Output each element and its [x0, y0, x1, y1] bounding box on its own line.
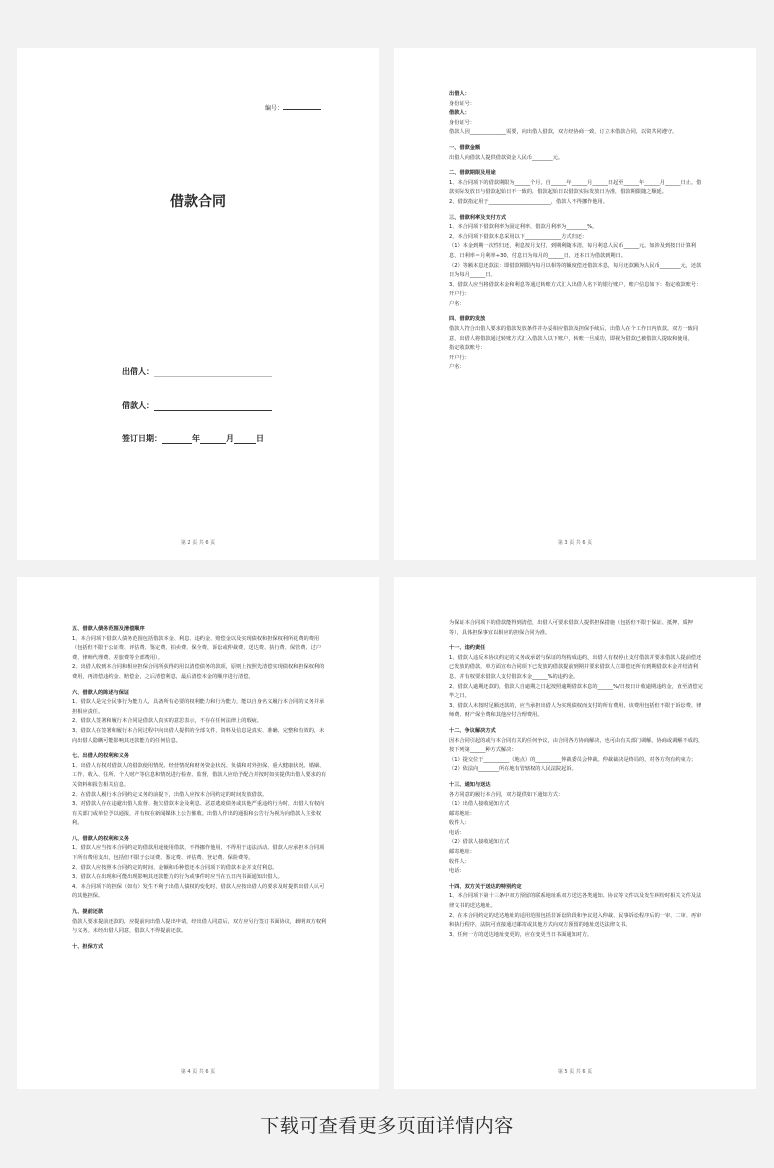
document-page-3: [17, 577, 379, 1089]
paragraph: 2、借款人签署和履行本合同是借款人真实的意思表示，不存在任何法律上的瑕疵。: [72, 718, 263, 725]
paragraph: （2）借款人接收通知方式: [449, 839, 510, 846]
section-heading: 四、借款的发放: [449, 316, 486, 323]
month-label: 月: [226, 434, 234, 443]
paragraph: 收件人：: [449, 858, 470, 865]
paragraph: 2、借款人应按照本合同约定的时间、金额和币种偿还本合同项下的借款本金并支付利息。: [72, 864, 278, 871]
page-body: [449, 90, 704, 373]
section-heading: 八、借款人的权利和义务: [72, 835, 130, 842]
day-blank: [234, 435, 256, 444]
paragraph: 3、任何一方的送达地址变更的，应在变更当日书面通知对方。: [449, 931, 593, 938]
section-heading: 九、提前还款: [72, 909, 104, 916]
contract-number-label: 编号：: [265, 105, 284, 112]
section-heading: 十四、双方关于送达的特别约定: [449, 883, 522, 890]
contract-number-blank: [283, 103, 321, 110]
lender-signature-row: [122, 366, 272, 377]
section-heading: 十、担保方式: [72, 943, 104, 950]
sign-date-label: 签订日期：: [122, 434, 162, 443]
paragraph: 开户行：: [449, 354, 470, 361]
paragraph: 邮寄地址：: [449, 849, 475, 856]
paragraph: 1、出借人有权对借款人的借款使用情况、经营情况和财务资金状况、负债和对外担保、重大健康状况、婚姻、工作、收入、住所、个人财产等信息和情况进行检查、监督，借款人应给予配合并按时如实提供出借人要求的有关资料和报告相关信息。: [72, 762, 327, 788]
paragraph: （1）本金到期一次性归还，利息按月支付，到期利随本清，每月利息人民币______元。如涉及到按日计算利息，日利率＝月利率÷30，付息日为每月的______日，还本日为借款到期日。: [449, 243, 697, 259]
paragraph: 4、本合同项下的担保（如有）发生不利于出借人债权的变化时，借款人应按出借人的要求及时提供出借人认可的其他担保。: [72, 883, 325, 900]
paragraph: 2、借款人逾期还款的，借款人自逾期之日起按照逾期借款本息的______%/日按日计收逾期违约金，直至清偿完毕之日。: [449, 683, 703, 700]
section-heading: 三、借款利率及支付方式: [449, 214, 507, 221]
paragraph: 1、本合同项下借款人债务范围包括借款本金、利息、违约金、赔偿金以及实现债权和担保权利所花费的费用（包括但不限于公证费、评估费、鉴定费、拍卖费、保全费、诉讼或仲裁费、送达费、执行费、保管费、过户费、律师代理费、差旅费等全部费用）。: [72, 635, 322, 661]
section-heading: 一、借款金额: [449, 144, 481, 151]
borrower-label: 借款人：: [122, 401, 154, 410]
paragraph: 户名：: [449, 364, 465, 371]
section-heading: 十三、通知与送达: [449, 781, 491, 788]
paragraph: 身份证号：: [449, 119, 475, 126]
lender-label: 出借人：: [122, 367, 154, 376]
document-page-cover: [17, 48, 379, 560]
paragraph: 借款人因______________需要，向出借人借款，双方经协商一致，订立本借款合同，以资共同遵守。: [449, 129, 678, 136]
paragraph: 各方同意的履行本合同，双方提供如下通知方式：: [449, 791, 564, 798]
document-title: 借款合同: [170, 194, 226, 210]
paragraph: 借款人：: [449, 110, 470, 117]
paragraph: 1、借款人违反本协议约定的义务或承诺与保证的均构成违约，出借人有权停止支付借款并要求借款人提前偿还已发放的借款，单方面宣布合同项下已发放的借款提前到期并要求借款人立即偿还所有到期借款本金并结清利息，并有权要求借款人支付借款本金______%的违约金。: [449, 654, 702, 680]
section-heading: 十二、争议解决方式: [449, 727, 496, 734]
paragraph: 1、本合同项下的借款期限为______个月，自______年______月______日起至______年______月______日止。借款实际发放日与借款起始日不一致的，借款起始日以借款实际发放日为准，借款期限随之顺延。: [449, 179, 702, 196]
page-number: 第 5 页 共 6 页: [557, 1069, 593, 1075]
paragraph: 收件人：: [449, 820, 470, 827]
paragraph: 3、借款人应当将借款本金和利息等通过转账方式汇入出借人名下的银行账户，账户信息如下：指定收款账号：: [449, 281, 702, 288]
paragraph: 2、在借款人履行本合同约定义务的前提下，出借人应按本合同约定的时间发放借款。: [72, 791, 268, 798]
paragraph: 2、在本合同约定的送达地址的适用范围包括非诉讼阶段和争议进入仲裁、民事诉讼程序后的一审、二审、再审和执行程序，法院可直接通过邮寄或其他方式向双方预留的地址送达法律文书。: [449, 912, 702, 929]
paragraph: 2、出借人收到本合同和相应担保合同所获得的用以清偿债务的款项，原则上按照先清偿实现债权和担保权利的费用，再清偿违约金、赔偿金，之后清偿利息，最后清偿本金的顺序进行清偿。: [72, 664, 325, 680]
year-blank: [162, 435, 192, 444]
download-more-caption: 下载可查看更多页面详情内容: [260, 1115, 514, 1137]
paragraph: 3、借款人在出现和可能出现影响其还款能力的行为或事件时应当在五日内书面通知出借人。: [72, 874, 283, 881]
paragraph: 1、借款人应当按本合同约定的借款用途使用借款，不得挪作他用，不得用于违法活动。借款人应承担本合同项下所有费用支出，包括但不限于公证费、鉴定费、评估费、登记费、保险费等。: [72, 845, 325, 862]
section-heading: 七、出借人的权利和义务: [72, 753, 130, 760]
lender-line: [154, 368, 272, 377]
paragraph: （1）提交位于__________（地点）的__________仲裁委员会仲裁。仲裁裁决是终局的，对各方均有约束力；: [449, 756, 697, 763]
day-label: 日: [256, 434, 264, 443]
paragraph: 出借人：: [449, 91, 470, 97]
sign-date-row: [122, 433, 264, 444]
page-number: 第 3 页 共 6 页: [557, 540, 593, 546]
paragraph: （2）依法向________所在地有管辖权的人民法院起诉。: [449, 766, 577, 773]
paragraph: （1）出借人接收通知方式: [449, 801, 510, 808]
paragraph: 户名：: [449, 300, 465, 307]
page-number: 第 4 页 共 6 页: [180, 1069, 216, 1075]
paragraph: 3、借款人在签署和履行本合同过程中向出借人提供的全部文件、资料及信息是真实、准确、完整和有效的，未向出借人隐瞒可能影响其还款能力的任何信息。: [72, 727, 325, 744]
paragraph: 借款人要求提前还款的，应提前向出借人提出申请，经出借人同意后，双方应另行签订书面协议，载明双方权利与义务。未经出借人同意，借款人不得提前还款。: [72, 918, 327, 935]
year-label: 年: [192, 434, 200, 443]
page-number: 第 2 页 共 6 页: [180, 540, 216, 546]
borrower-line: [154, 402, 272, 411]
contract-number: [265, 103, 321, 112]
paragraph: 1、本合同项下借款利率为固定利率，借款月利率为________%。: [449, 224, 598, 231]
paragraph: 2、本合同项下借款本息采用以下______________方式归还：: [449, 233, 588, 240]
paragraph: 1、本合同项下第十三条中双方预留的联系地址系双方送达各类通知、协议等文件以及发生纠纷时相关文件及法律文书的送达地址。: [449, 893, 702, 910]
paragraph: 为保证本合同项下的借款能得到清偿，出借人可要求借款人提供担保措施（包括但不限于保证、抵押、质押等），具体担保事宜以相应的担保合同为准。: [449, 620, 693, 636]
paragraph: 因本合同引起的或与本合同有关的任何争议，由合同各方协商解决，也可由有关部门调解。协商或调解不成的，按下列第______种方式解决：: [449, 737, 704, 754]
section-heading: 二、借款期限及用途: [449, 170, 496, 177]
paragraph: 1、借款人是完全民事行为能力人，具备所有必要的权利能力和行为能力，能以自身名义履行本合同的义务并承担相应责任。: [72, 699, 325, 715]
document-page-4: [394, 577, 756, 1089]
section-heading: 五、借款人债务范围及清偿顺序: [72, 626, 145, 632]
borrower-signature-row: [122, 400, 272, 411]
paragraph: 2、借款指定用于________________________，借款人不得挪作他用。: [449, 198, 608, 205]
section-heading: 十一、违约责任: [449, 645, 486, 652]
paragraph: （2）等额本息还款法：即借款期限内每月以相等的额度偿还借款本息，每月还款额为人民币________元，还款日为每月______日。: [449, 262, 702, 279]
paragraph: 邮寄地址：: [449, 810, 475, 817]
paragraph: 指定收款账号：: [449, 345, 486, 352]
paragraph: 电话：: [449, 829, 465, 836]
paragraph: 电话：: [449, 868, 465, 875]
paragraph: 开户行：: [449, 291, 470, 298]
page-body: [449, 619, 704, 940]
paragraph: 出借人向借款人提供借款资金人民币________元。: [449, 154, 564, 161]
paragraph: 身份证号：: [449, 100, 475, 107]
section-heading: 六、借款人的陈述与保证: [72, 689, 130, 696]
paragraph: 借款人符合出借人要求的借款发放条件并办妥相应借款及担保手续后，出借人在个工作日内放款。双方一致同意，出借人将借款通过转账方式汇入借款人以下账户，转账一旦成功，即视为借款已被借款人提取和使用。: [449, 326, 699, 342]
document-page-2: [394, 48, 756, 560]
paragraph: 3、借款人未按时足额还款的，应当承担出借人为实现债权而支付的所有费用，该费用包括但不限于诉讼费、律师费、财产保全费和其他应付合理费用。: [449, 702, 702, 719]
page-body: [72, 619, 327, 952]
paragraph: 3、对借款人存在违避出借人监督、拖欠借款本金及利息、恶意逃废债务或其他严重违约行为时，出借人有权向有关部门或单位予以通报，并有权在新闻媒体上公告催收。出借人作出的通报和公告行为视为向借款人主张权利。: [72, 801, 325, 827]
month-blank: [200, 435, 226, 444]
